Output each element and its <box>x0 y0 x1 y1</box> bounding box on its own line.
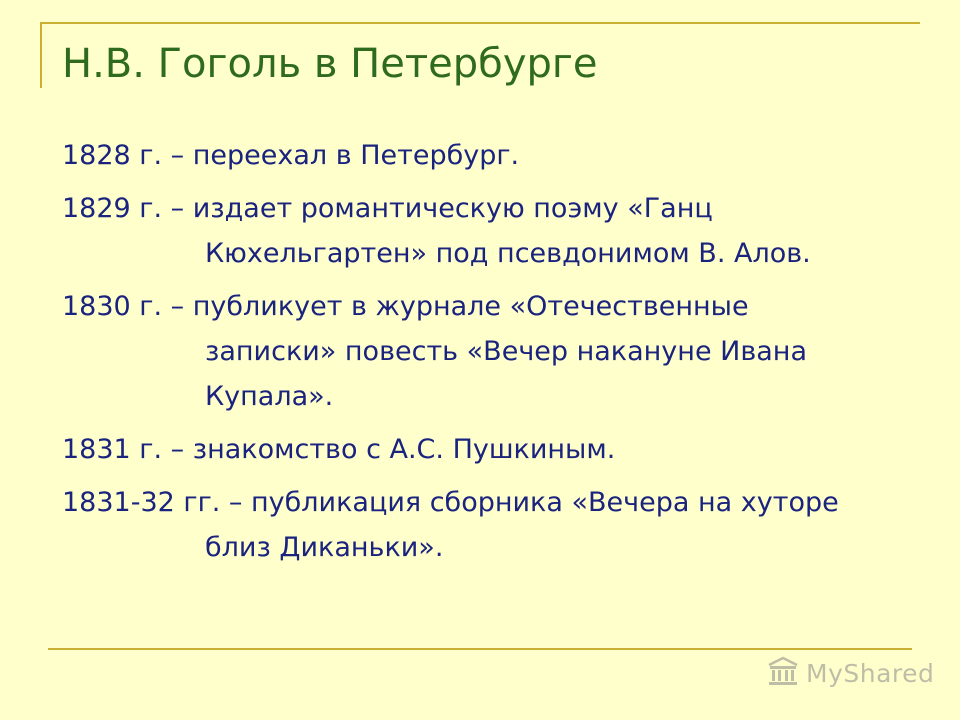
entry-line: Купала». <box>205 381 334 412</box>
watermark-logo <box>766 656 934 690</box>
bottom-rule <box>48 648 912 650</box>
watermark-text: MyShared <box>806 658 935 688</box>
list-item <box>62 427 902 472</box>
entry-line: 1828 г. – переехал в Петербург. <box>62 140 520 171</box>
top-rule <box>40 22 920 24</box>
entry-line: Кюхельгартен» под псевдонимом В. Алов. <box>205 238 811 269</box>
entry-line: 1831-32 гг. – публикация сборника «Вечера на хуторе <box>62 487 839 518</box>
entry-line: близ Диканьки». <box>205 532 444 563</box>
list-item <box>62 284 902 419</box>
list-item <box>62 480 902 570</box>
list-item <box>62 186 902 276</box>
building-icon <box>766 656 800 690</box>
left-rule <box>40 22 42 88</box>
entry-line: 1829 г. – издает романтическую поэму «Ганц <box>62 193 713 224</box>
slide-title: Н.В. Гоголь в Петербурге <box>62 41 598 87</box>
list-item <box>62 133 902 178</box>
slide-content <box>62 133 902 578</box>
entry-line: 1830 г. – публикует в журнале «Отечественные <box>62 291 749 322</box>
entry-line: 1831 г. – знакомство с А.С. Пушкиным. <box>62 434 616 465</box>
entry-line: записки» повесть «Вечер накануне Ивана <box>205 336 807 367</box>
